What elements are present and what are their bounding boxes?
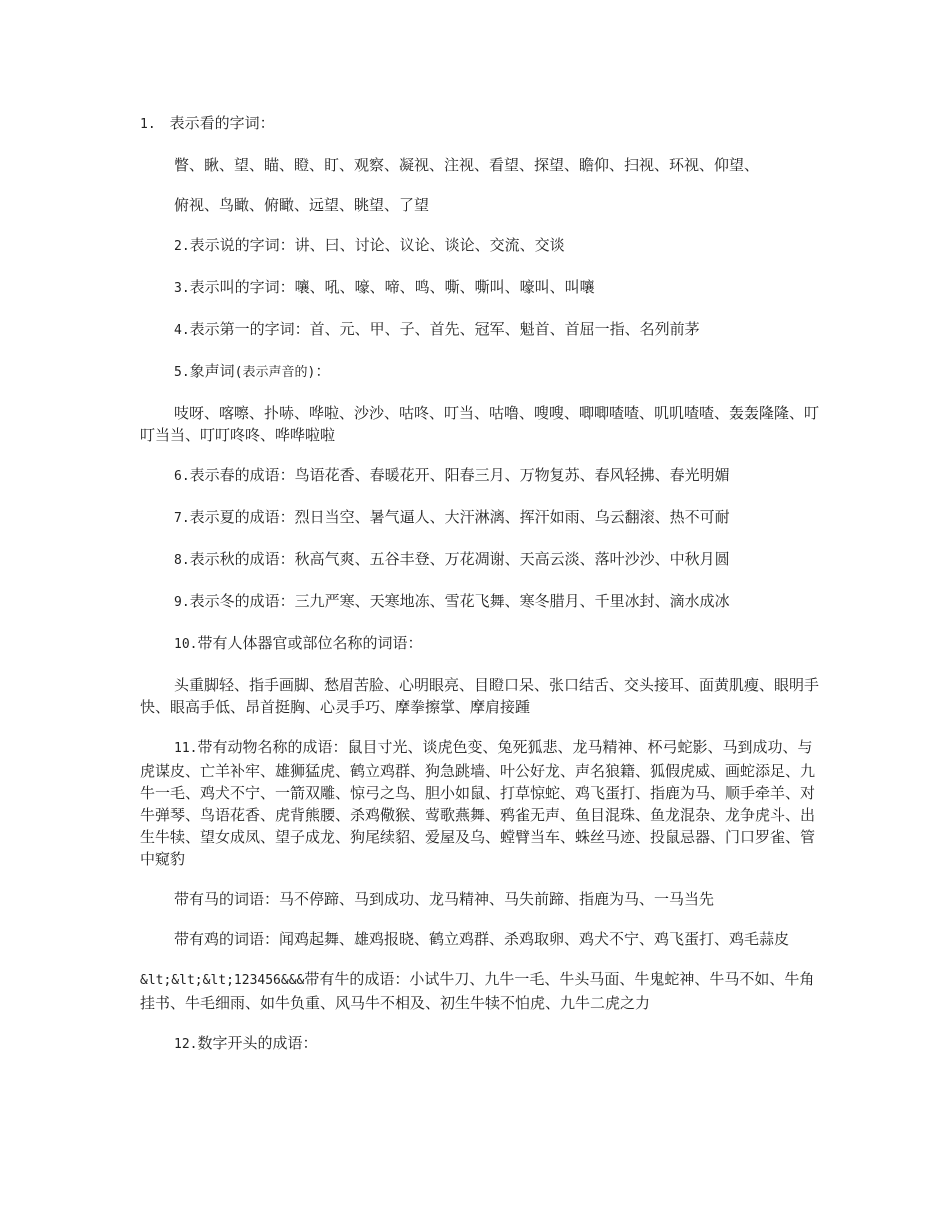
chicken-words: 带有鸡的词语：闻鸡起舞、雄鸡报晓、鹤立鸡群、杀鸡取卵、鸡犬不宁、鸡飞蛋打、鸡毛蒜皮 <box>174 930 790 948</box>
section-3-number: 3. <box>174 281 190 296</box>
section-6-number: 6. <box>174 469 190 484</box>
section-2 <box>140 234 825 258</box>
section-8-text: 表示秋的成语：秋高气爽、五谷丰登、万花凋谢、天高云淡、落叶沙沙、中秋月圆 <box>189 550 730 568</box>
section-5-title: 象声词 <box>189 362 235 380</box>
section-3 <box>140 276 825 300</box>
section-7-text: 表示夏的成语：烈日当空、暑气逼人、大汗淋漓、挥汗如雨、乌云翻滚、热不可耐 <box>189 508 730 526</box>
section-12-number: 12. <box>174 1037 198 1052</box>
section-4 <box>140 318 825 342</box>
section-1-line-2: 俯视、鸟瞰、俯瞰、远望、眺望、了望 <box>174 196 430 214</box>
section-5-text: 吱呀、喀嚓、扑哧、哗啦、沙沙、咕咚、叮当、咕噜、嗖嗖、唧唧喳喳、叽叽喳喳、轰轰隆隆、叮叮当当、叮叮咚咚、哗哗啦啦 <box>140 404 820 444</box>
section-10-heading <box>140 632 825 656</box>
section-10-text: 头重脚轻、指手画脚、愁眉苦脸、心明眼亮、目瞪口呆、张口结舌、交头接耳、面黄肌瘦、眼明手快、眼高手低、昂首挺胸、心灵手巧、摩拳擦掌、摩肩接踵 <box>140 676 820 716</box>
ox-text: 带有牛的成语：小试牛刀、九牛一毛、牛头马面、牛鬼蛇神、牛马不如、牛角挂书、牛毛细雨、如牛负重、风马牛不相及、初生牛犊不怕虎、九牛二虎之力 <box>140 970 815 1012</box>
section-2-text: 表示说的字词：讲、曰、讨论、议论、谈论、交流、交谈 <box>189 236 565 254</box>
section-4-text: 表示第一的字词：首、元、甲、子、首先、冠军、魁首、首屈一指、名列前茅 <box>189 320 700 338</box>
section-7-number: 7. <box>174 511 190 526</box>
section-5-number: 5. <box>174 365 190 380</box>
horse-words: 带有马的词语：马不停蹄、马到成功、龙马精神、马失前蹄、指鹿为马、一马当先 <box>174 890 715 908</box>
section-8 <box>140 548 825 572</box>
section-1-title: 表示看的字词： <box>169 114 275 132</box>
section-10-number: 10. <box>174 637 198 652</box>
section-4-number: 4. <box>174 323 190 338</box>
section-12-heading <box>140 1032 825 1056</box>
section-5-colon: ： <box>315 362 331 380</box>
section-12-title: 数字开头的成语： <box>197 1034 318 1052</box>
section-3-text: 表示叫的字词：嚷、吼、嚎、啼、鸣、嘶、嘶叫、嚎叫、叫嚷 <box>189 278 595 296</box>
section-5-paren: (表示声音的) <box>234 365 316 380</box>
section-1-line-1: 瞥、瞅、望、瞄、瞪、盯、观察、凝视、注视、看望、探望、瞻仰、扫视、环视、仰望、 <box>174 156 760 174</box>
section-10-title: 带有人体器官或部位名称的词语： <box>197 634 423 652</box>
section-7 <box>140 506 825 530</box>
section-1-number: 1. <box>140 117 156 132</box>
section-5-heading <box>140 360 825 384</box>
ox-idioms <box>140 968 825 1014</box>
section-6-text: 表示春的成语：鸟语花香、春暖花开、阳春三月、万物复苏、春风轻拂、春光明媚 <box>189 466 730 484</box>
section-2-number: 2. <box>174 239 190 254</box>
section-11-text: 带有动物名称的成语：鼠目寸光、谈虎色变、兔死狐悲、龙马精神、杯弓蛇影、马到成功、与虎谋皮、亡羊补牢、雄狮猛虎、鹤立鸡群、狗急跳墙、叶公好龙、声名狼籍、狐假虎威、画蛇添足、九牛一毛、鸡犬不宁、一箭双雕、惊弓之鸟、胆小如鼠、打草惊蛇、鸡飞蛋打、指鹿为马、顺手牵羊、对牛弹琴、鸟语花香、虎背熊腰、杀鸡儆猴、莺歌燕舞、鸦雀无声、鱼目混珠、鱼龙混杂、龙争虎斗、出生牛犊、望女成凤、望子成龙、狗尾续貂、爱屋及乌、螳臂当车、蛛丝马迹、投鼠忌器、门口罗雀、管中窥豹 <box>140 738 816 868</box>
document-page <box>140 112 825 1074</box>
section-8-number: 8. <box>174 553 190 568</box>
section-9-text: 表示冬的成语：三九严寒、天寒地冻、雪花飞舞、寒冬腊月、千里冰封、滴水成冰 <box>189 592 730 610</box>
section-11-number: 11. <box>174 741 198 756</box>
section-6 <box>140 464 825 488</box>
section-9 <box>140 590 825 614</box>
section-9-number: 9. <box>174 595 190 610</box>
section-1-heading <box>140 112 825 136</box>
section-11 <box>140 736 825 870</box>
ox-prefix: &lt;&lt;&lt;123456&&& <box>140 973 305 988</box>
